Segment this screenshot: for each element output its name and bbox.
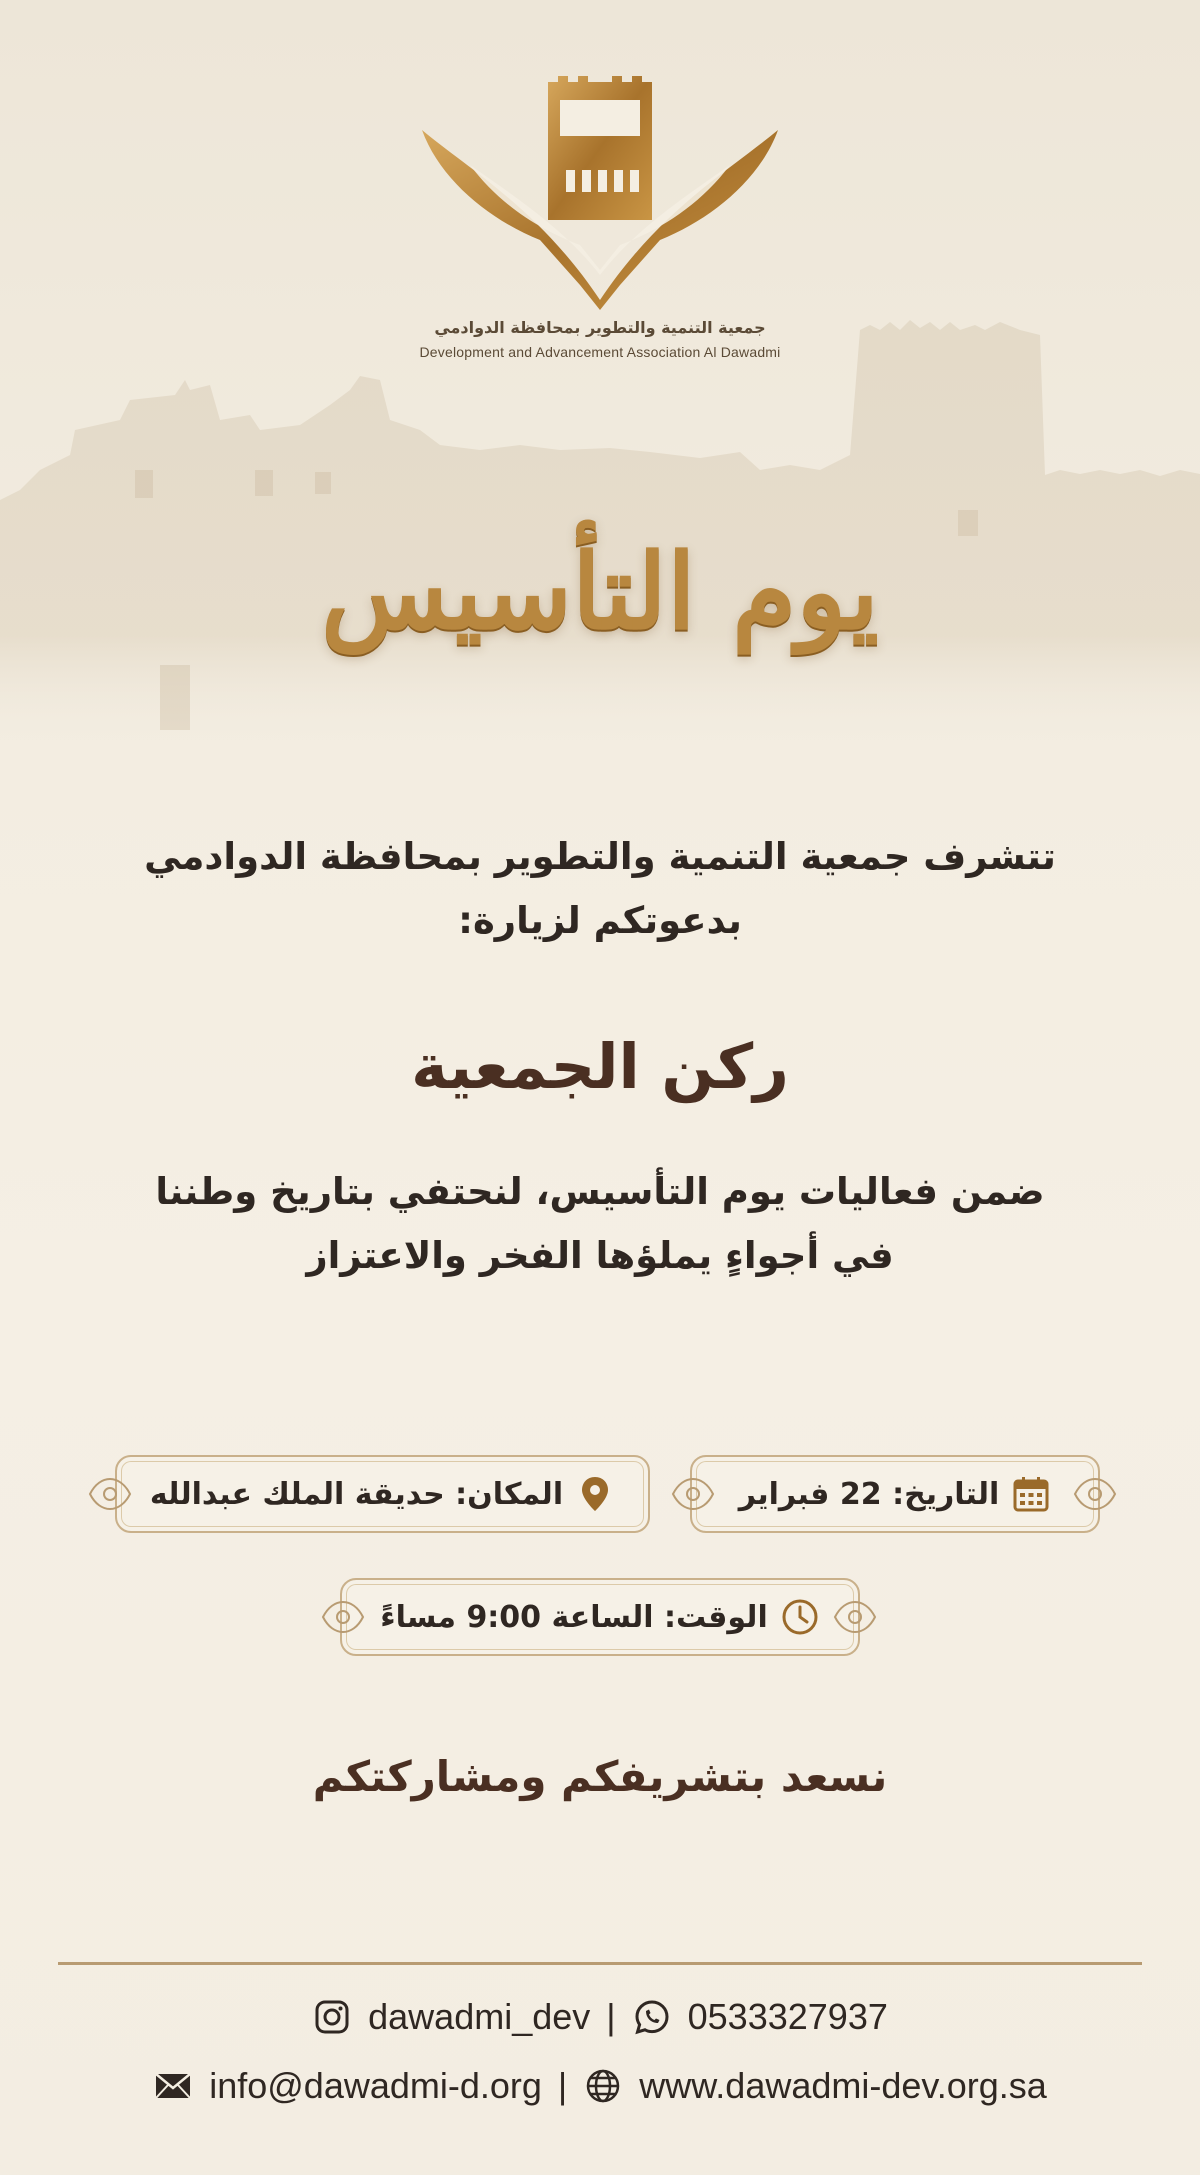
location-pin-icon — [575, 1474, 615, 1514]
ornament-icon — [318, 1587, 368, 1647]
founding-day-title: يوم التأسيس — [320, 530, 880, 653]
contact-row-web — [0, 2065, 1200, 2107]
envelope-icon — [153, 2066, 193, 2106]
association-name-arabic: جمعية التنمية والتطوير بمحافظة الدوادمي — [434, 318, 766, 337]
ornament-icon — [668, 1464, 718, 1524]
whatsapp-icon — [632, 1997, 672, 2037]
time-pill — [340, 1578, 860, 1656]
divider-line — [58, 1962, 1142, 1965]
date-pill — [690, 1455, 1100, 1533]
clock-icon — [780, 1597, 820, 1637]
instagram-handle[interactable]: dawadmi_dev — [368, 1996, 591, 2037]
calendar-icon — [1011, 1474, 1051, 1514]
ornament-icon — [830, 1587, 880, 1647]
date-text: التاريخ: 22 فبراير — [738, 1476, 1000, 1512]
globe-icon — [583, 2066, 623, 2106]
invitation-text — [0, 825, 1200, 953]
invitation-line-1: تتشرف جمعية التنمية والتطوير بمحافظة الدوادمي — [144, 835, 1056, 878]
ornament-icon — [85, 1464, 135, 1524]
description-line-1: ضمن فعاليات يوم التأسيس، لنحتفي بتاريخ وطننا — [155, 1170, 1045, 1213]
contact-row-social — [0, 1996, 1200, 2038]
description-line-2: في أجواءٍ يملؤها الفخر والاعتزاز — [306, 1234, 894, 1277]
association-name-english: Development and Advancement Association Al Dawadmi — [419, 344, 781, 360]
place-text: المكان: حديقة الملك عبدالله — [149, 1476, 564, 1512]
separator: | — [606, 1996, 616, 2037]
venue-title: ركن الجمعية — [411, 1030, 789, 1103]
separator: | — [557, 2065, 568, 2106]
whatsapp-number[interactable]: 0533327937 — [687, 1996, 888, 2037]
time-text: الوقت: الساعة 9:00 مساءً — [380, 1599, 768, 1635]
association-logo — [0, 70, 1200, 320]
closing-message: نسعد بتشريفكم ومشاركتكم — [312, 1752, 888, 1801]
place-pill — [115, 1455, 650, 1533]
instagram-icon — [312, 1997, 352, 2037]
website-url[interactable]: www.dawadmi-dev.org.sa — [639, 2065, 1047, 2106]
ornament-icon — [1070, 1464, 1120, 1524]
description-text — [0, 1160, 1200, 1288]
invitation-line-2: بدعوتكم لزيارة: — [458, 899, 742, 942]
email-address[interactable]: info@dawadmi-d.org — [209, 2065, 542, 2106]
